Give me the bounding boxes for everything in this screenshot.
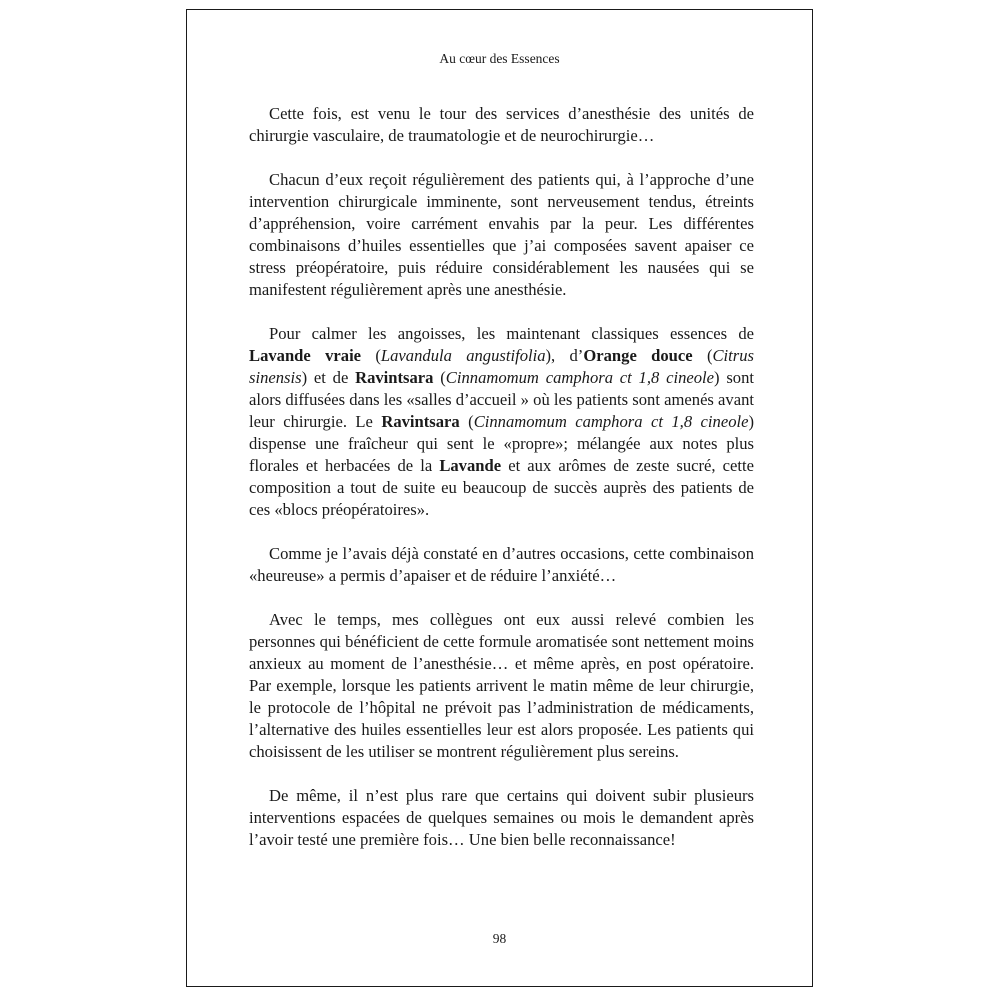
- text-run: Avec le temps, mes collègues ont eux aussi relevé combien les personnes qui bénéficient de cette formule aromatisée sont nettement moins anxieux au moment de l’anesthésie… et même après, en post opératoire. Par exemple, lorsque les patients arrivent le matin même de leur chirurgie, le protocole de l’hôpital ne prévoit pas l’administration de médicaments, l’alternative des huiles essentielles leur est alors proposée. Les patients qui choisissent de les utiliser se montrent régulièrement plus sereins.: [249, 610, 754, 761]
- italic-text: Citrus sinensis: [249, 346, 754, 387]
- text-run: ) dispense une fraîcheur qui sent le «propre»; mélangée aux notes plus florales et herbacées de la: [249, 412, 754, 475]
- text-run: ) sont alors diffusées dans les «salles d’accueil » où les patients sont amenés avant leur chirurgie. Le: [249, 368, 754, 431]
- italic-text: Lavandula angustifolia: [380, 346, 546, 365]
- text-run: (: [692, 346, 713, 365]
- book-page: [186, 9, 813, 987]
- bold-text: Lavande vraie: [249, 346, 362, 365]
- text-run: ) et de: [301, 368, 356, 387]
- text-run: Chacun d’eux reçoit régulièrement des patients qui, à l’approche d’une intervention chirurgicale imminente, sont nerveusement tendus, étreints d’appréhension, voire carrément envahis par la peur. Les différentes combinaisons d’huiles essentielles que j’ai composées savent apaiser ce stress préopératoire, puis réduire considérablement les nausées qui se manifestent régulièrement après une anesthésie.: [249, 170, 754, 299]
- text-run: Cette fois, est venu le tour des services d’anesthésie des unités de chirurgie vasculaire, de traumatologie et de neurochirurgie…: [249, 104, 754, 145]
- bold-text: Orange douce: [583, 346, 693, 365]
- text-run: (: [459, 412, 474, 431]
- text-run: Comme je l’avais déjà constaté en d’autres occasions, cette combinaison «heureuse» a permis d’apaiser et de réduire l’anxiété…: [249, 544, 754, 585]
- running-head: Au cœur des Essences: [439, 51, 560, 66]
- text-run: De même, il n’est plus rare que certains qui doivent subir plusieurs interventions espacées de quelques semaines ou mois le demandent après l’avoir testé une première fois… Une bien belle reconnaissance!: [249, 786, 754, 849]
- paragraph: [249, 103, 754, 147]
- paragraph: [249, 609, 754, 763]
- page-number: 98: [492, 931, 507, 946]
- paragraph: [249, 543, 754, 587]
- text-run: Pour calmer les angoisses, les maintenant classiques essences de: [269, 324, 754, 343]
- italic-text: Cinnamomum camphora ct 1,8 cineole: [473, 412, 749, 431]
- paragraph: [249, 785, 754, 851]
- italic-text: Cinnamomum camphora ct 1,8 cineole: [445, 368, 715, 387]
- bold-text: Ravintsara: [355, 368, 434, 387]
- text-run: ), d’: [545, 346, 584, 365]
- paragraph: [249, 169, 754, 301]
- text-run: (: [361, 346, 381, 365]
- body-text: [249, 103, 754, 873]
- paragraph: [249, 323, 754, 521]
- text-run: (: [433, 368, 446, 387]
- bold-text: Ravintsara: [381, 412, 460, 431]
- bold-text: Lavande: [439, 456, 502, 475]
- text-run: et aux arômes de zeste sucré, cette composition a tout de suite eu beaucoup de succès auprès des patients de ces «blocs préopératoires».: [249, 456, 754, 519]
